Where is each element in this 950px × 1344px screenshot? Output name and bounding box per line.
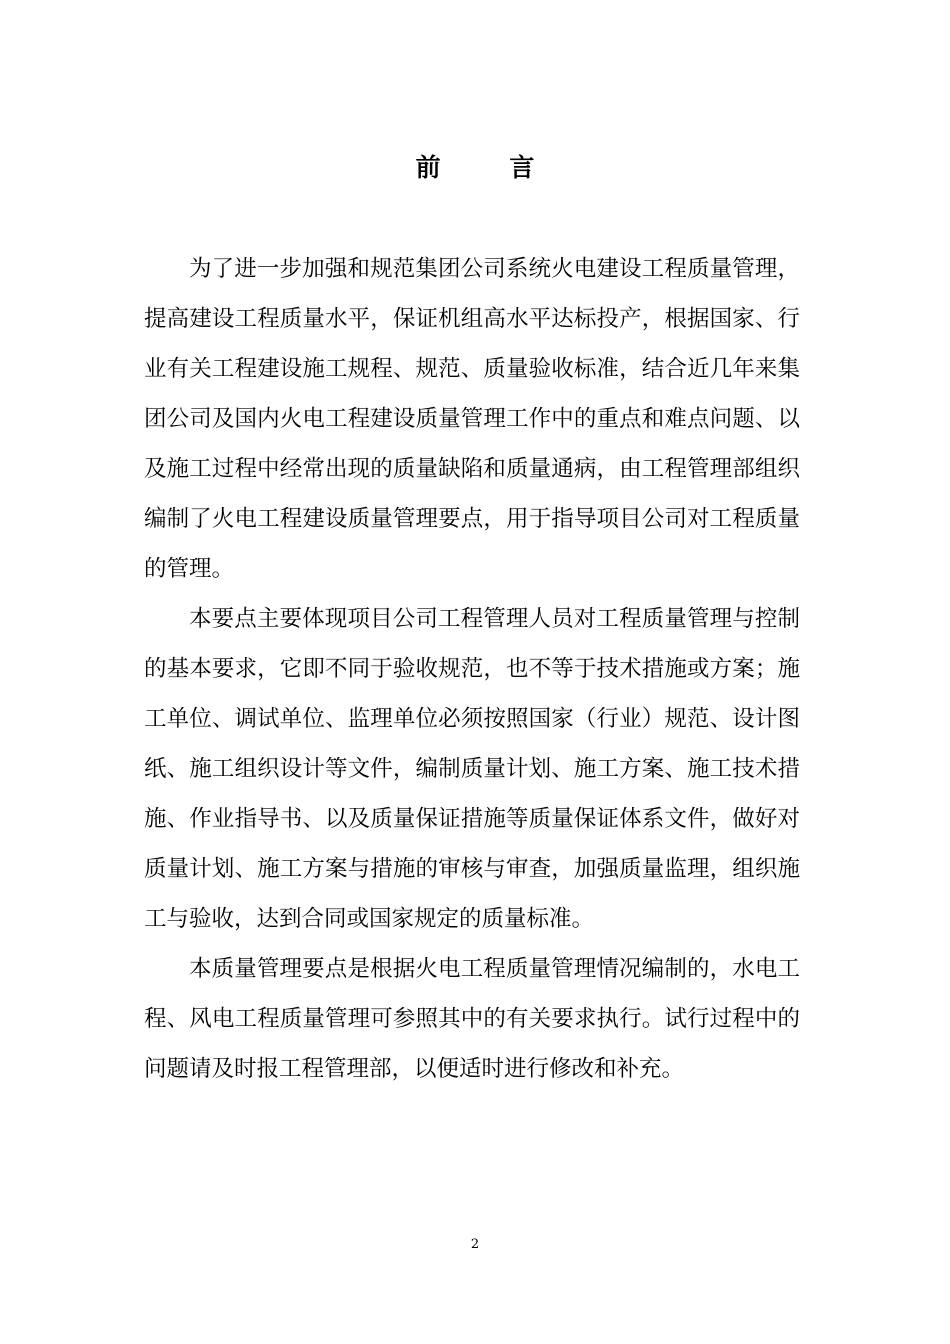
page-title: 前 言 [415, 153, 565, 182]
page-number: 2 [470, 1237, 480, 1252]
paragraph-3: 本质量管理要点是根据火电工程质量管理情况编制的，水电工程、风电工程质量管理可参照其中的有关要求执行。试行过程中的问题请及时报工程管理部，以便适时进行修改和补充。 [144, 956, 800, 1082]
document-body [144, 244, 800, 1094]
paragraph-1: 为了进一步加强和规范集团公司系统火电建设工程质量管理，提高建设工程质量水平，保证机组高水平达标投产，根据国家、行业有关工程建设施工规程、规范、质量验收标准，结合近几年来集团公司及国内火电工程建设质量管理工作中的重点和难点问题、以及施工过程中经常出现的质量缺陷和质量通病，由工程管理部组织编制了火电工程建设质量管理要点，用于指导项目公司对工程质量的管理。 [144, 256, 800, 582]
paragraph-2: 本要点主要体现项目公司工程管理人员对工程质量管理与控制的基本要求，它即不同于验收规范，也不等于技术措施或方案；施工单位、调试单位、监理单位必须按照国家（行业）规范、设计图纸、施工组织设计等文件，编制质量计划、施工方案、施工技术措施、作业指导书、以及质量保证措施等质量保证体系文件，做好对质量计划、施工方案与措施的审核与审查，加强质量监理，组织施工与验收，达到合同或国家规定的质量标准。 [144, 606, 800, 932]
